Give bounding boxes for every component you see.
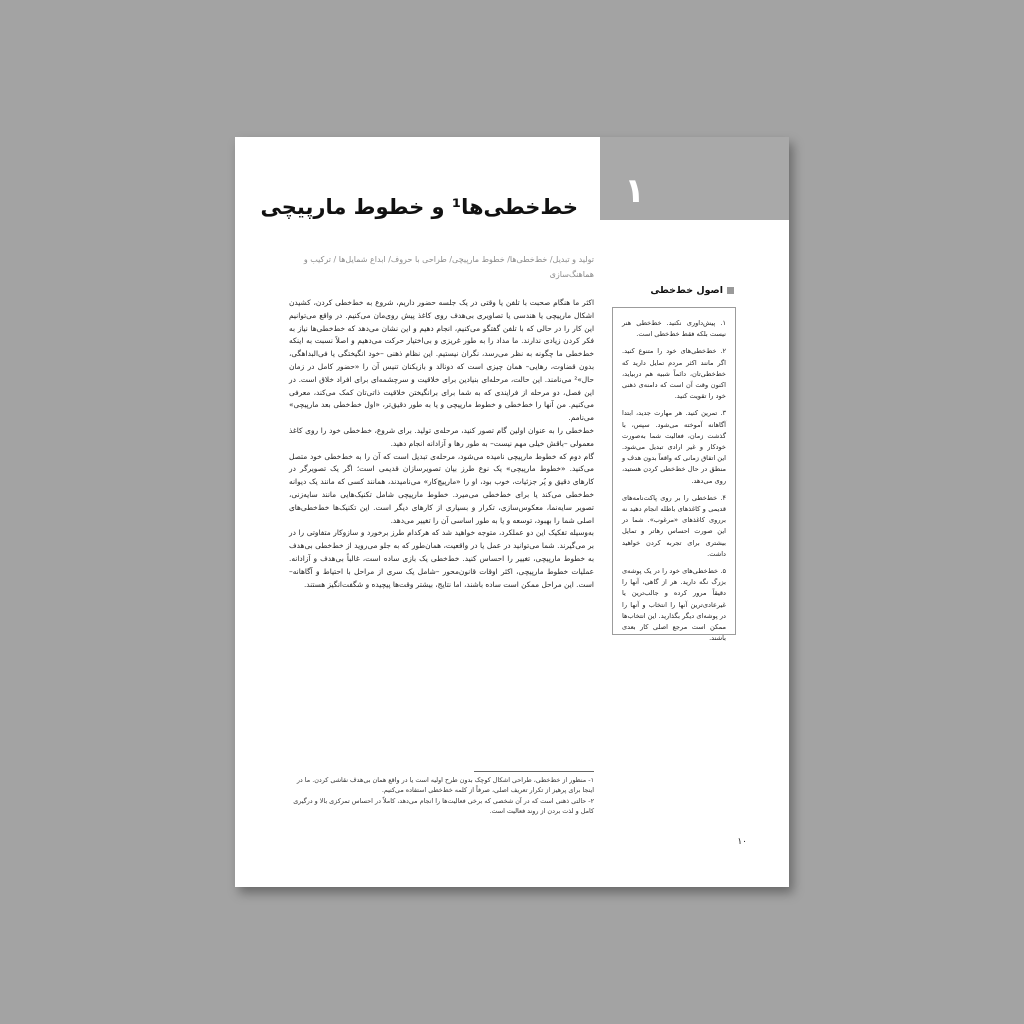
chapter-title: خط‌خطی‌ها¹ و خطوط مارپیچی — [260, 195, 578, 219]
paragraph: گام دوم که خطوط مارپیچی نامیده می‌شود، مرحله‌ی تبدیل است که آن را به خط‌خطی خود متصل می‌کنید. «خطوط مارپیچی» یک نوع طرز بیان تصویرسازان قدیمی است؛ اگر یک تصویرگر در کارهای دقیق و پُر جزئیات، خوب بود، او را «مارپیچ‌کار» می‌نامیدند، همانند کسی که مانند یک دیوانه خط‌خطی می‌کند یا برای خط‌خطی می‌میرد. خطوط مارپیچی شامل تکنیک‌هایی مانند سایه‌زنی، تصویر سایه‌نما، معکوس‌سازی، تکرار و بسیاری از کارهای دیگر است. این تکنیک‌ها خط‌خطی‌های اصلی شما را بهبود، توسعه و یا به طور اساسی آن را تغییر می‌دهد. — [289, 451, 594, 525]
sidebar-item: ۵. خط‌خطی‌های خود را در یک پوشه‌ی بزرگ نگه دارید. هر از گاهی، آنها را دقیقاً مرور کرده و جالب‌ترین یا غیرعادی‌ترین آنها را انتخاب و آنها را در پوشه‌ای دیگر بگذارید. این انتخاب‌ها ممکن است مرجع اصلی کار بعدی باشند. — [622, 567, 726, 643]
footnote: ۲- حالتی ذهنی است که در آن شخصی که برخی فعالیت‌ها را انجام می‌دهد، کاملاً در احساس تمرکزی بالا و درگیری کامل و لذت بردن از روند فعالیت است. — [293, 796, 594, 816]
sidebar-box — [612, 307, 736, 643]
paragraph: خط‌خطی را به عنوان اولین گام تصور کنید، مرحله‌ی تولید. برای شروع، خط‌خطی خود را روی کاغذ معمولی –باقش خیلی مهم نیست– به طور رها و آزادانه انجام دهید. — [289, 425, 594, 448]
paragraph: به‌وسیله تفکیک این دو عملکرد، متوجه خواهید شد که هرکدام طرز برخورد و سازوکار متفاوتی را در بر می‌گیرند. شما می‌توانید در عمل یا در واقعیت، همان‌طور که به جلو می‌روید از خط‌خطی بی‌هدف به خطوط مارپیچی، تغییر را احساس کنید. خط‌خطی یک بازی ساده است، غالباً بی‌هدف و آزادانه. عملیات خطوط مارپیچی، اکثر اوقات قانون‌محور –شامل یک سری از مراحل با احتیاط و آگاهانه– است. این مراحل ممکن است ساده باشند، اما نتایج، بیشتر وقت‌ها پیچیده و شگفت‌انگیز هستند. — [289, 528, 594, 589]
page-number: ۱۰ — [737, 837, 747, 847]
chapter-number: ۱ — [624, 171, 645, 211]
sidebar-heading — [650, 285, 734, 296]
paragraph: اکثر ما هنگام صحبت با تلفن یا وقتی در یک جلسه حضور داریم، شروع به خط‌خطی کردن، کشیدن اشکال مارپیچی یا هندسی یا تصاویری بی‌هدف روی کاغذ پیش روی‌مان می‌کنیم. در واقع می‌توانیم این کار را در حالی که با تلفن گفتگو می‌کنیم، انجام دهیم و این نشان می‌دهد که خط‌خطی‌ها نیاز به فکر کردن زیادی ندارند. ما مداد را به طور غریزی و بی‌اختیار حرکت می‌دهیم و اصلاً نسبت به اینکه خط‌خطی ما چگونه به نظر می‌رسد، نگران نیستیم. این نظام ذهنی –خود انگیختگی یا فی‌البداهگی، بدون قضاوت، رهایی– همان چیزی است که دونالد و بازیکنان تنیس آن را «حضور کامل در زمان حال»² می‌نامند. این حالت، مرحله‌ای بنیادین برای خلاقیت و سرچشمه‌ای برای افراد خلاق است. در این فصل، دو مرحله از فرایندی که به شما برای برانگیختن خلاقیت ذاتی‌تان کمک می‌کند، معرفی می‌کنیم. من آنها را خط‌خطی و خطوط مارپیچی و یا به طور دقیق‌تر، «اول خط‌خطی بعد مارپیچی» می‌نامم. — [289, 298, 594, 423]
footnote-divider — [474, 771, 594, 772]
main-text — [289, 297, 594, 591]
sidebar-item: ۳. تمرین کنید. هر مهارت جدید، ابتدا آگاهانه آموخته می‌شود. سپس، با گذشت زمان، فعالیت شما به‌صورت خودکار و غیر ارادی تبدیل می‌شود. این اتفاق زمانی که واقعاً بدون هدف و منطق در حال خط‌خطی کردن هستید، روی می‌دهد. — [622, 409, 726, 485]
sidebar-heading-text: اصول خط‌خطی — [650, 285, 723, 296]
square-bullet-icon — [727, 287, 734, 294]
chapter-keywords: تولید و تبدیل/ خط‌خطی‌ها/ خطوط مارپیچی/ طراحی با حروف/ ابداع شمایل‌ها / ترکیب و هماهنگ‌سازی — [303, 255, 594, 279]
sidebar-item: ۲. خط‌خطی‌های خود را متنوع کنید. اگر مانند اکثر مردم تمایل دارید که خط‌خطی‌تان، دائماً شبیه هم دربیاید، اکنون وقت آن است که دامنه‌ی ذهنی خود را تقویت کنید. — [622, 347, 726, 401]
sidebar-item: ۱. پیش‌داوری نکنید. خط‌خطی هنر نیست بلکه فقط خط‌خطی است. — [622, 319, 726, 339]
footnote: ۱- منظور از خط‌خطی، طراحی اشکال کوچک بدون طرح اولیه است یا در واقع همان بی‌هدف نقاشی کردن. ما در اینجا برای پرهیز از تکرار تعریف اصلی، صرفاً از کلمه خط‌خطی استفاده می‌کنیم. — [296, 776, 594, 795]
footnotes — [289, 775, 594, 817]
book-page — [235, 137, 789, 887]
sidebar-item: ۴. خط‌خطی را بر روی پاکت‌نامه‌های قدیمی و کاغذهای باطله انجام دهید نه برروی کاغذهای «مرغوب». شما در این صورت احساس رهاتر و تمایل بیشتری برای تجربه کردن خواهید داشت. — [622, 493, 726, 558]
